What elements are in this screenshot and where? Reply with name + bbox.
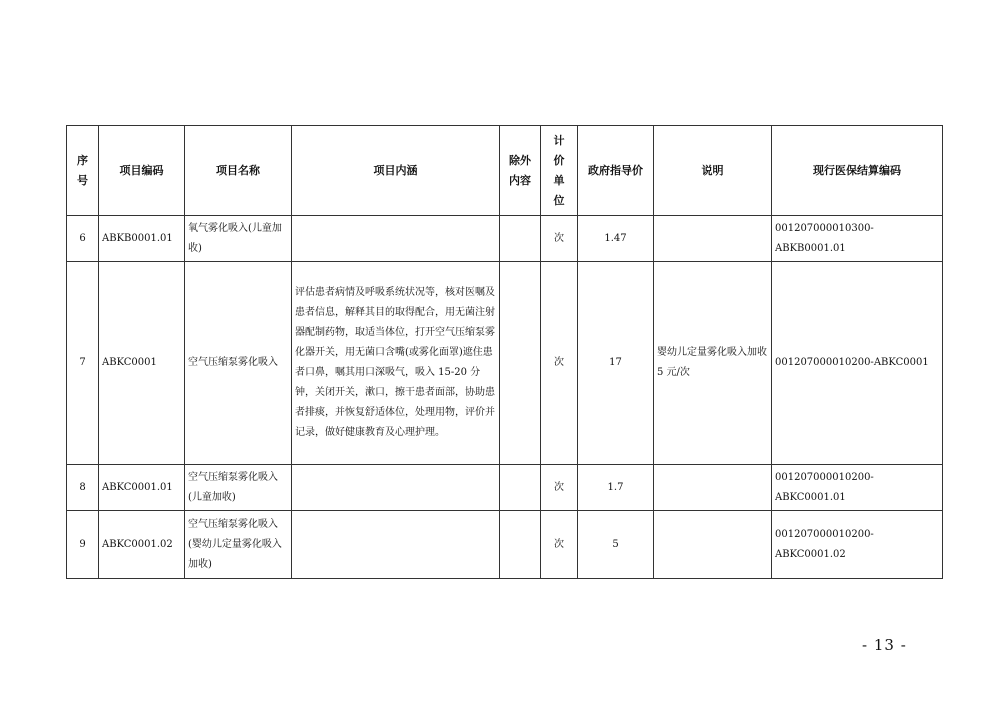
header-content: 项目内涵 xyxy=(292,126,500,216)
cell-insurance-code: 001207000010200-ABKC0001.02 xyxy=(772,511,943,579)
header-insurance-code: 现行医保结算编码 xyxy=(772,126,943,216)
cell-note xyxy=(654,465,772,511)
cell-note xyxy=(654,216,772,262)
cell-content xyxy=(292,465,500,511)
cell-code: ABKC0001.01 xyxy=(99,465,185,511)
header-name: 项目名称 xyxy=(185,126,292,216)
cell-note xyxy=(654,511,772,579)
cell-name: 氧气雾化吸入(儿童加收) xyxy=(185,216,292,262)
header-code: 项目编码 xyxy=(99,126,185,216)
price-table xyxy=(66,125,943,579)
cell-seq: 8 xyxy=(67,465,99,511)
cell-unit: 次 xyxy=(541,511,578,579)
table-row xyxy=(67,465,943,511)
cell-excluded xyxy=(500,511,541,579)
cell-price: 1.47 xyxy=(578,216,654,262)
header-seq: 序 号 xyxy=(67,126,99,216)
cell-name: 空气压缩泵雾化吸入(儿童加收) xyxy=(185,465,292,511)
cell-excluded xyxy=(500,262,541,465)
header-note: 说明 xyxy=(654,126,772,216)
cell-unit: 次 xyxy=(541,465,578,511)
cell-seq: 6 xyxy=(67,216,99,262)
header-row xyxy=(67,126,943,216)
cell-unit: 次 xyxy=(541,262,578,465)
table-row xyxy=(67,216,943,262)
cell-content: 评估患者病情及呼吸系统状况等，核对医嘱及患者信息，解释其目的取得配合，用无菌注射器配制药物，取适当体位，打开空气压缩泵雾化器开关，用无菌口含嘴(或雾化面罩)遮住患者口鼻，嘱其用口深吸气，吸入 15-20 分钟，关闭开关，漱口，擦干患者面部，协助患者排痰，并恢复舒适体位，处理用物，评价并记录，做好健康教育及心理护理。 xyxy=(292,262,500,465)
cell-insurance-code: 001207000010200-ABKC0001.01 xyxy=(772,465,943,511)
cell-unit: 次 xyxy=(541,216,578,262)
cell-note: 婴幼儿定量雾化吸入加收 5 元/次 xyxy=(654,262,772,465)
cell-content xyxy=(292,511,500,579)
cell-seq: 9 xyxy=(67,511,99,579)
cell-name: 空气压缩泵雾化吸入 xyxy=(185,262,292,465)
header-excluded: 除外 内容 xyxy=(500,126,541,216)
header-price: 政府指导价 xyxy=(578,126,654,216)
cell-code: ABKC0001 xyxy=(99,262,185,465)
cell-price: 17 xyxy=(578,262,654,465)
cell-price: 1.7 xyxy=(578,465,654,511)
cell-content xyxy=(292,216,500,262)
table-row xyxy=(67,262,943,465)
cell-price: 5 xyxy=(578,511,654,579)
cell-insurance-code: 001207000010200-ABKC0001 xyxy=(772,262,943,465)
cell-seq: 7 xyxy=(67,262,99,465)
cell-name: 空气压缩泵雾化吸入(婴幼儿定量雾化吸入加收) xyxy=(185,511,292,579)
cell-excluded xyxy=(500,216,541,262)
cell-excluded xyxy=(500,465,541,511)
page-number: - 13 - xyxy=(862,636,907,654)
cell-insurance-code: 001207000010300-ABKB0001.01 xyxy=(772,216,943,262)
cell-code: ABKC0001.02 xyxy=(99,511,185,579)
header-unit: 计 价 单 位 xyxy=(541,126,578,216)
cell-code: ABKB0001.01 xyxy=(99,216,185,262)
table-row xyxy=(67,511,943,579)
